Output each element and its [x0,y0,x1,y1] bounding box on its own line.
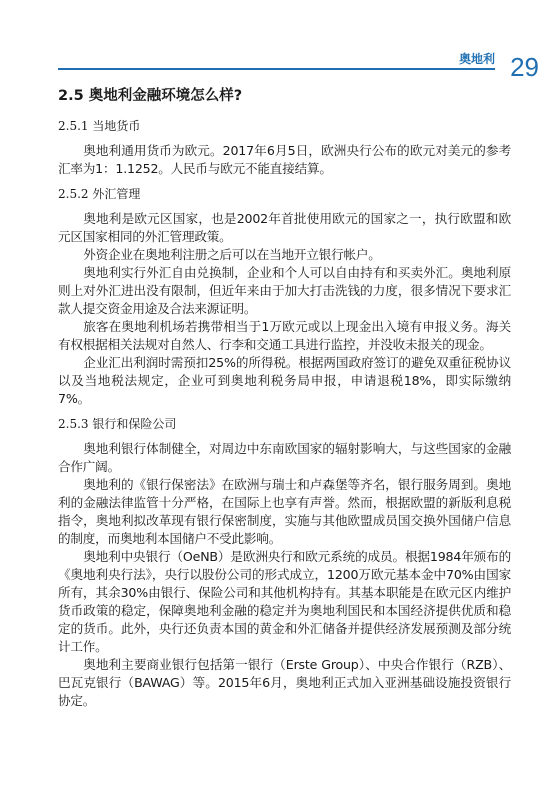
paragraph: 奥地利中央银行（OeNB）是欧洲央行和欧元系统的成员。根据1984年颁布的《奥地利央行法》，央行以股份公司的形式成立，1200万欧元基本金中70%由国家所有，其余30%由银行、保险公司和其他机构持有。其基本职能是在欧元区内维护货币政策的稳定，保障奥地利金融的稳定并为奥地利国民和本国经济提供优质和稳定的货币。此外，央行还负责本国的黄金和外汇储备并提供经济发展预测及部分统计工作。 [58,549,511,654]
paragraph: 奥地利实行外汇自由兑换制，企业和个人可以自由持有和买卖外汇。奥地利原则上对外汇进出没有限制，但近年来由于加大打击洗钱的力度，很多情况下要求汇款人提交资金用途及合法来源证明。 [58,265,511,316]
header-rule [58,68,495,70]
paragraph: 企业汇出利润时需预扣25%的所得税。根据两国政府签订的避免双重征税协议以及当地税法规定，企业可到奥地利税务局申报，申请退税18%，即实际缴纳7%。 [58,355,511,406]
section-title: 2.5 奥地利金融环境怎么样? [58,88,243,104]
paragraph: 奥地利的《银行保密法》在欧洲与瑞士和卢森堡等齐名，银行服务周到。奥地利的金融法律监管十分严格，在国际上也享有声誉。然而，根据欧盟的新版利息税指令，奥地利拟改革现有银行保密制度，实施与其他欧盟成员国交换外国储户信息的制度，而奥地利本国储户不受此影响。 [58,477,511,546]
subsection-title: 2.5.1 当地货币 [58,119,141,133]
paragraph: 旅客在奥地利机场若携带相当于1万欧元或以上现金出入境有申报义务。海关有权根据相关法规对自然人、行李和交通工具进行监控，并没收未报关的现金。 [58,319,511,352]
page-number: 29 [510,52,539,82]
header-country-label: 奥地利 [458,52,495,66]
paragraph: 奥地利银行体制健全，对周边中东南欧国家的辐射影响大，与这些国家的金融合作广阔。 [58,441,511,474]
subsection-currency [58,118,511,178]
subsection-title: 2.5.2 外汇管理 [58,187,141,201]
page-content [58,86,511,718]
paragraph: 奥地利通用货币为欧元。2017年6月5日，欧洲央行公布的欧元对美元的参考汇率为1：1.1252。人民币与欧元不能直接结算。 [58,143,511,176]
subsection-banks [58,416,511,710]
subsection-title: 2.5.3 银行和保险公司 [58,417,177,431]
paragraph: 奥地利主要商业银行包括第一银行（Erste Group）、中央合作银行（RZB）、巴瓦克银行（BAWAG）等。2015年6月，奥地利正式加入亚洲基础设施投资银行协定。 [58,657,511,708]
paragraph: 外资企业在奥地利注册之后可以在当地开立银行帐户。 [83,247,381,262]
page-header [58,44,539,82]
subsection-forex [58,186,511,408]
paragraph: 奥地利是欧元区国家，也是2002年首批使用欧元的国家之一，执行欧盟和欧元区国家相同的外汇管理政策。 [58,211,511,244]
